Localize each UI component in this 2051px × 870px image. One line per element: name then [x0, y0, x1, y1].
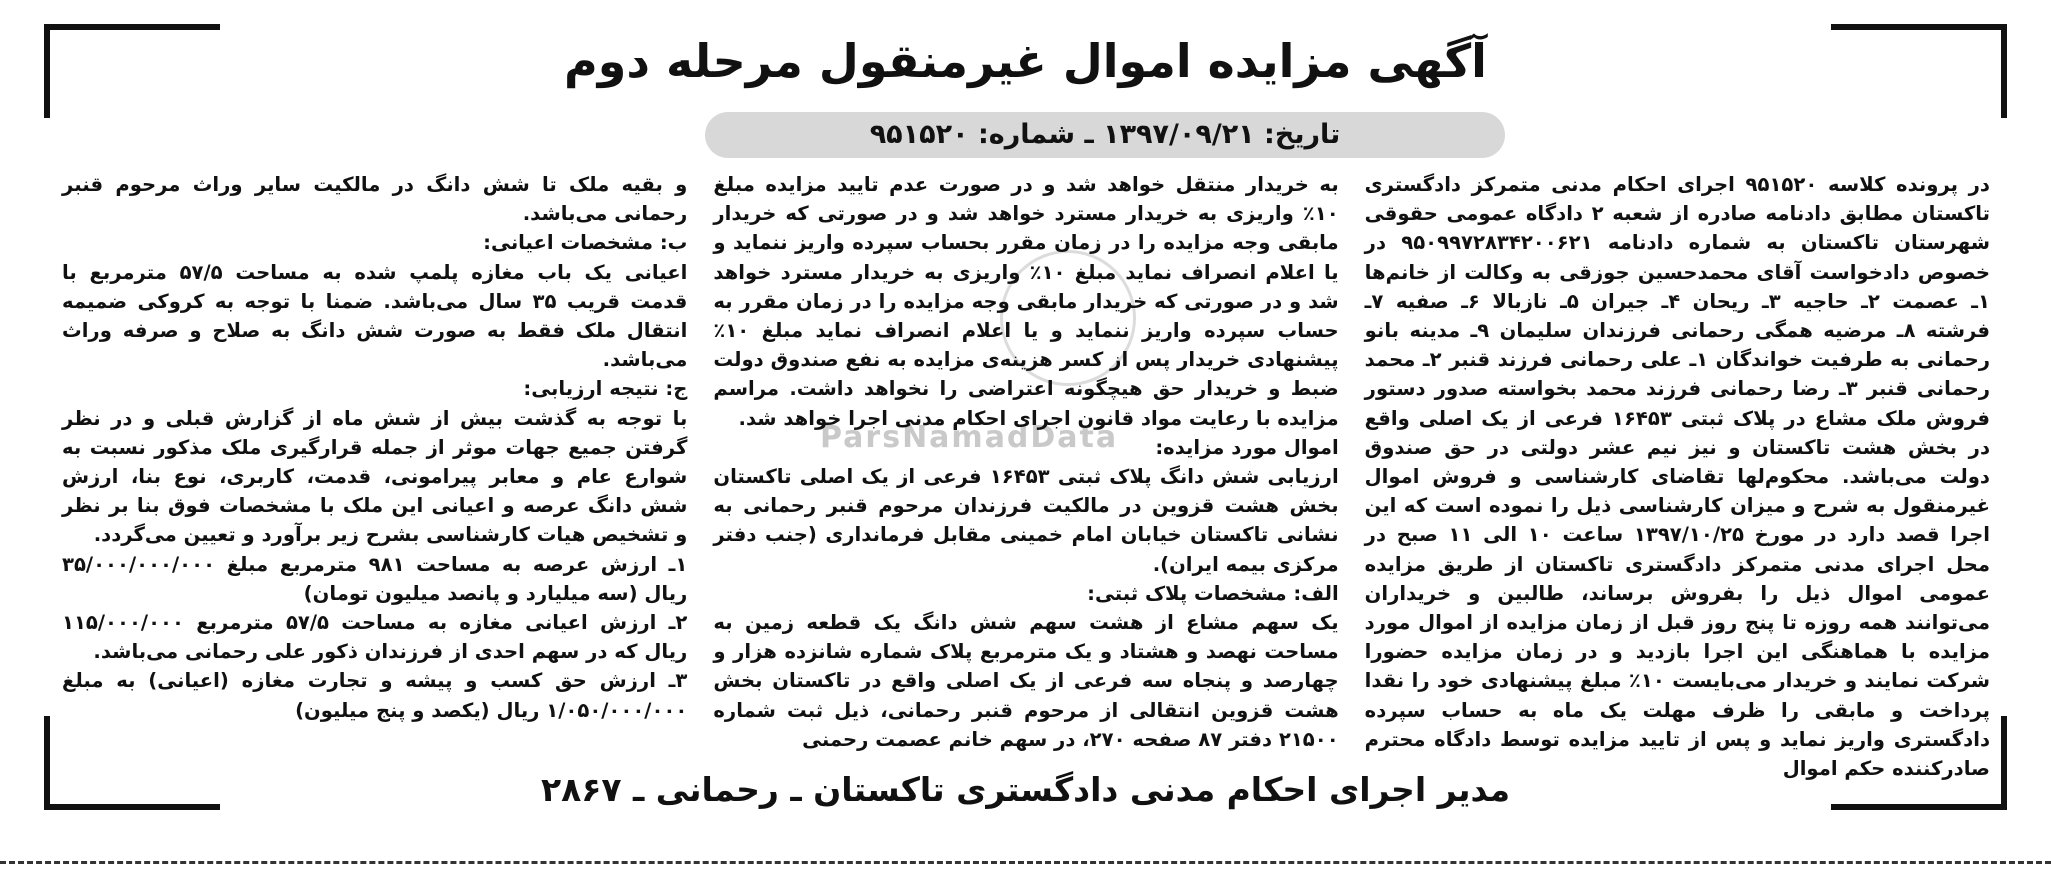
valuation-item: ۲ـ ارزش اعیانی مغازه به مساحت ۵۷/۵ مترمربع ۱۱۵/۰۰۰/۰۰۰ ریال که در سهم احدی از فرزندان ذکور علی رحمانی می‌باشد.	[62, 611, 688, 664]
paragraph: در پرونده کلاسه ۹۵۱۵۲۰ اجرای احکام مدنی متمرکز دادگستری تاکستان مطابق دادنامه صادره از شعبه ۲ دادگاه عمومی حقوقی شهرستان تاکستان به شماره دادنامه ۹۵۰۹۹۷۲۸۳۴۲۰۰۶۲۱ در خصوص دادخواست آقای محمدحسین جوزقی به وکالت از خانم‌ها ۱ـ عصمت ۲ـ حاجیه ۳ـ ریحان ۴ـ جیران ۵ـ نازبالا ۶ـ صفیه ۷ـ فرشته ۸ـ مرضیه همگی رحمانی فرزندان سلیمان ۹ـ مدینه بانو رحمانی به طرفیت خواندگان ۱ـ علی رحمانی فرزند قنبر ۲ـ محمد رحمانی قنبر ۳ـ رضا رحمانی فرزند محمد بخواسته صدور دستور فروش ملک مشاع در پلاک ثبتی ۱۶۴۵۳ فرعی از یک اصلی واقع در بخش هشت تاکستان و نیز نیم عشر دولتی در حق صندوق دولت می‌باشد. محکوم‌لها تقاضای کارشناسی و فروش اموال غیرمنقول به شرح و میزان کارشناسی ذیل را نموده است که این اجرا قصد دارد در مورخ ۱۳۹۷/۱۰/۲۵ ساعت ۱۰ الی ۱۱ صبح در محل اجرای مدنی متمرکز دادگستری تاکستان از طریق مزایده عمومی اموال ذیل را بفروش برساند، طالبین و خریداران می‌توانند همه روزه تا پنج روز قبل از زمان مزایده از اموال مورد مزایده با هماهنگی این اجرا بازدید و در زمان مزایده حضورا شرکت نمایند و خریدار می‌بایست ۱۰٪ مبلغ پیشنهادی خود را نقدا پرداخت و مابقی را ظرف مهلت یک ماه به حساب سپرده دادگستری واریز نماید و پس از تایید مزایده توسط دادگاه محترم صادرکننده حکم اموال	[1364, 173, 1991, 781]
notice-body	[62, 170, 1991, 781]
paragraph: به خریدار منتقل خواهد شد و در صورت عدم تایید مزایده مبلغ ۱۰٪ واریزی به خریدار مسترد خواهد شد و در صورتی که خریدار مابقی وجه مزایده را در زمان مقرر بحساب سپرده واریز ننماید و یا اعلام انصراف نماید مبلغ ۱۰٪ واریزی به خریدار مسترد خواهد شد و در صورتی که خریدار مابقی وجه مزایده را در زمان مقرر به حساب سپرده واریز ننماید و یا اعلام انصراف نماید مبلغ ۱۰٪ پیشنهادی خریدار پس از کسر هزینه‌ی مزایده به نفع صندوق دولت ضبط و خریدار حق هیچگونه اعتراضی را نخواهد داشت. مراسم مزایده با رعایت مواد قانون اجرای احکام مدنی اجرا خواهد شد.	[713, 173, 1339, 430]
paragraph: با توجه به گذشت بیش از شش ماه از گزارش قبلی و در نظر گرفتن جمیع جهات موثر از جمله قرارگیری ملک مذکور نسبت به شوارع عام و معابر پیرامونی، قدمت، کاربری، نوع بنا، ارزش شش دانگ عرصه و اعیانی این ملک با مشخصات فوق بنا بر نظر و تشخیص هیات کارشناسی بشرح زیر برآورد و تعیین می‌گردد.	[62, 406, 688, 547]
section-heading: الف: مشخصات پلاک ثبتی:	[1087, 581, 1339, 605]
signature-line: مدیر اجرای احکام مدنی دادگستری تاکستان ـ رحمانی ـ ۲۸۶۷	[540, 770, 1511, 809]
paragraph: ارزیابی شش دانگ پلاک ثبتی ۱۶۴۵۳ فرعی از یک اصلی تاکستان بخش هشت قزوین در مالکیت فرزندان مرحوم قنبر رحمانی به نشانی تاکستان خیابان امام خمینی مقابل فرمانداری (جنب دفتر مرکزی بیمه ایران).	[713, 465, 1339, 576]
section-heading: ب: مشخصات اعیانی:	[483, 231, 688, 255]
text-column-left	[62, 170, 687, 745]
text-column-middle	[713, 170, 1339, 751]
notice-title: آگهی مزایده اموال غیرمنقول مرحله دوم	[564, 34, 1487, 88]
dashed-cut-line	[0, 861, 2051, 864]
section-heading: ج: نتیجه ارزیابی:	[523, 377, 688, 401]
paragraph: اعیانی یک باب مغازه پلمپ شده به مساحت ۵۷/۵ مترمربع با قدمت قریب ۳۵ سال می‌باشد. ضمنا با توجه به کروکی ضمیمه انتقال ملک فقط به صورت شش دانگ به صلاح و صرفه وراث می‌باشد.	[62, 260, 688, 372]
date-number-bar: تاریخ: ۱۳۹۷/۰۹/۲۱ ـ شماره: ۹۵۱۵۲۰	[705, 112, 1505, 158]
paragraph: یک سهم مشاع از هشت سهم شش دانگ یک قطعه زمین به مساحت نهصد و هشتاد و یک مترمربع پلاک شماره شانزده هزار و چهارصد و پنجاه سه فرعی از یک اصلی واقع در تاکستان بخش هشت قزوین انتقالی از مرحوم قنبر رحمانی، ذیل ثبت شماره ۲۱۵۰۰ دفتر ۸۷ صفحه ۲۷۰، در سهم خانم عصمت رحمنی	[713, 611, 1339, 751]
paragraph: و بقیه ملک تا شش دانگ در مالکیت سایر وراث مرحوم قنبر رحمانی می‌باشد.	[62, 173, 688, 226]
section-heading: اموال مورد مزایده:	[1155, 435, 1339, 459]
watermark-text: ParsNamadData	[820, 420, 1119, 455]
valuation-item: ۱ـ ارزش عرصه به مساحت ۹۸۱ مترمربع مبلغ ۳۵/۰۰۰/۰۰۰/۰۰۰ ریال (سه میلیارد و پانصد میلیون تومان)	[62, 552, 688, 605]
valuation-item: ۳ـ ارزش حق کسب و پیشه و تجارت مغازه (اعیانی) به مبلغ ۱/۰۵۰/۰۰۰/۰۰۰ ریال (یکصد و پنج میلیون)	[62, 669, 688, 722]
text-column-right	[1364, 170, 1991, 781]
